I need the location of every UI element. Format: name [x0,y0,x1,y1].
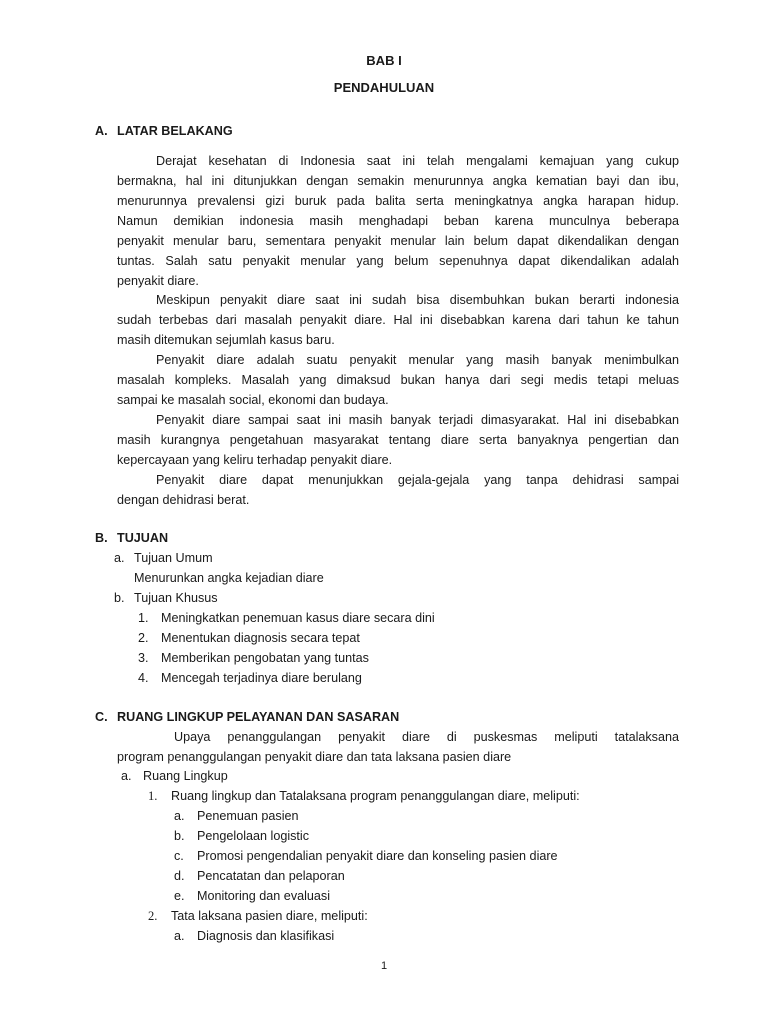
paragraph-line: kepercayaan yang keliru terhadap penyakit diare. [117,453,393,467]
list-number: 1. [138,611,149,625]
section-a-marker: A. [95,124,108,138]
page-number: 1 [380,960,388,972]
paragraph-line: masalah kompleks. Masalah yang dimaksud bukan hanya dari segi medis tetapi meluas [117,373,679,387]
list-item: Promosi pengendalian penyakit diare dan konseling pasien diare [197,849,558,863]
scope-item-2: Tata laksana pasien diare, meliputi: [171,909,368,923]
list-marker: c. [174,849,184,863]
list-item: Diagnosis dan klasifikasi [197,929,335,943]
paragraph-line: dengan dehidrasi berat. [117,493,250,507]
paragraph-line: tuntas. Salah satu penyakit menular yang belum sepenuhnya dapat dikendalikan adalah [117,254,679,268]
list-item: Menentukan diagnosis secara tepat [161,631,360,645]
general-goal-label: Tujuan Umum [134,551,213,565]
paragraph-line: program penanggulangan penyakit diare dan tata laksana pasien diare [117,750,512,764]
paragraph-line: masih kurangnya pengetahuan masyarakat tentang diare serta banyaknya pengertian dan [117,433,679,447]
section-a-heading: LATAR BELAKANG [117,124,233,138]
list-marker: a. [174,929,185,943]
scope-label: Ruang Lingkup [143,769,228,783]
paragraph-line: menurunnya prevalensi gizi buruk pada balita serta meningkatnya angka harapan hidup. [117,194,679,208]
list-number: 2. [148,909,158,923]
general-goal-text: Menurunkan angka kejadian diare [134,571,324,585]
scope-item-1: Ruang lingkup dan Tatalaksana program penanggulangan diare, meliputi: [171,789,580,803]
chapter-number: BAB I [366,53,402,68]
list-item: Pencatatan dan pelaporan [197,869,345,883]
paragraph-line: masih ditemukan sejumlah kasus baru. [117,333,335,347]
paragraph-line: penyakit diare. [117,274,199,288]
list-item: Monitoring dan evaluasi [197,889,331,903]
section-c-heading: RUANG LINGKUP PELAYANAN DAN SASARAN [117,710,400,724]
list-marker: a. [121,769,132,783]
paragraph-line: Derajat kesehatan di Indonesia saat ini telah mengalami kemajuan yang cukup [156,154,679,168]
list-item: Mencegah terjadinya diare berulang [161,671,362,685]
paragraph-line: Penyakit diare dapat menunjukkan gejala-gejala yang tanpa dehidrasi sampai [156,473,679,487]
list-marker: b. [174,829,185,843]
section-b-heading: TUJUAN [117,531,169,545]
paragraph-line: Upaya penanggulangan penyakit diare di puskesmas meliputi tatalaksana [174,730,679,744]
paragraph-line: penyakit menular baru, sementara penyakit menular lain belum dapat dikendalikan dengan [117,234,679,248]
section-c-marker: C. [95,710,108,724]
list-number: 4. [138,671,149,685]
list-marker: d. [174,869,185,883]
paragraph-line: Penyakit diare adalah suatu penyakit menular yang masih banyak menimbulkan [156,353,679,367]
list-marker: e. [174,889,185,903]
paragraph-line: sudah terbebas dari masalah penyakit diare. Hal ini disebabkan karena dari tahun ke tahun [117,313,679,327]
list-number: 2. [138,631,149,645]
list-marker: a. [114,551,125,565]
paragraph-line: sampai ke masalah social, ekonomi dan budaya. [117,393,389,407]
paragraph-line: Meskipun penyakit diare saat ini sudah bisa disembuhkan bukan berarti indonesia [156,293,679,307]
list-item: Pengelolaan logistic [197,829,310,843]
paragraph-line: bermakna, hal ini ditunjukkan dengan semakin menurunnya angka kematian bayi dan ibu, [117,174,679,188]
list-marker: a. [174,809,185,823]
chapter-title: PENDAHULUAN [333,80,435,95]
list-item: Penemuan pasien [197,809,299,823]
specific-goal-label: Tujuan Khusus [134,591,218,605]
list-item: Memberikan pengobatan yang tuntas [161,651,369,665]
list-item: Meningkatkan penemuan kasus diare secara dini [161,611,435,625]
list-marker: b. [114,591,125,605]
paragraph-line: Namun demikian indonesia masih menghadapi beban karena munculnya beberapa [117,214,679,228]
section-b-marker: B. [95,531,108,545]
list-number: 3. [138,651,149,665]
paragraph-line: Penyakit diare sampai saat ini masih banyak terjadi dimasyarakat. Hal ini disebabkan [156,413,679,427]
list-number: 1. [148,789,158,803]
